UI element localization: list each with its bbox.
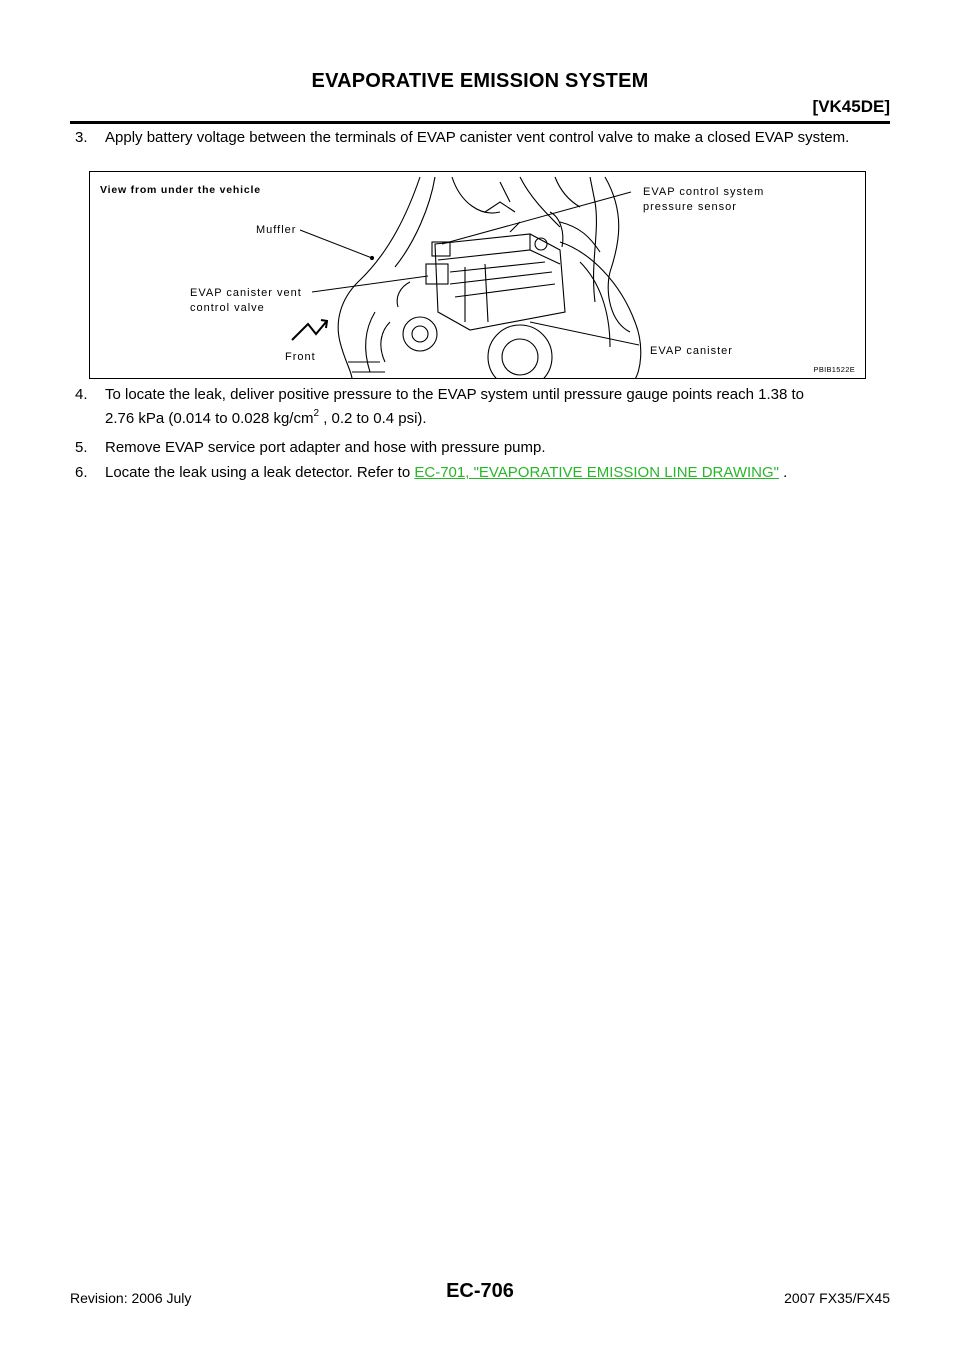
reference-link[interactable]: EC-701, "EVAPORATIVE EMISSION LINE DRAWING" [414,464,779,481]
step-text-line1: To locate the leak, deliver positive pressure to the EVAP system until pressure gauge points reach 1.38 to [105,386,805,403]
footer-page-number: EC-706 [446,1280,514,1302]
step-number: 3. [75,129,88,146]
evap-figure [89,171,866,379]
front-arrow-icon [292,320,327,340]
figure-code: PBIB1522E [813,365,855,374]
label-pressure-sensor-line2: pressure sensor [643,201,737,213]
step-text-b: . [779,464,788,481]
footer-revision: Revision: 2006 July [70,1290,192,1306]
label-pressure-sensor-line1: EVAP control system [643,186,765,198]
page-title: EVAPORATIVE EMISSION SYSTEM [311,70,649,92]
step-text-a: Locate the leak using a leak detector. Refer to [105,464,415,481]
label-vent-valve-line1: EVAP canister vent [190,287,302,299]
label-evap-canister: EVAP canister [650,345,733,357]
label-vent-valve-line2: control valve [190,302,265,314]
figure-heading: View from under the vehicle [100,184,261,196]
evap-illustration [90,172,866,379]
engine-code: [VK45DE] [812,97,890,116]
step-number: 5. [75,439,88,456]
label-muffler: Muffler [256,224,297,236]
step-6 [75,463,890,483]
step-3 [75,128,890,148]
header-rule [70,121,890,124]
step-number: 6. [75,464,88,481]
superscript: 2 [313,408,320,419]
step-text [75,463,890,483]
label-front: Front [285,351,316,363]
pressure-psi: , 0.2 to 0.4 psi). [319,410,427,427]
step-number: 4. [75,386,88,403]
step-text-line2 [75,409,890,429]
pressure-range: 2.76 kPa (0.014 to 0.028 kg/cm [105,410,314,427]
step-5 [75,438,890,458]
step-text: Remove EVAP service port adapter and hose with pressure pump. [105,439,546,456]
step-text: Apply battery voltage between the terminals of EVAP canister vent control valve to make a closed EVAP system. [105,129,850,146]
footer-model: 2007 FX35/FX45 [784,1290,890,1306]
step-4 [75,385,890,429]
